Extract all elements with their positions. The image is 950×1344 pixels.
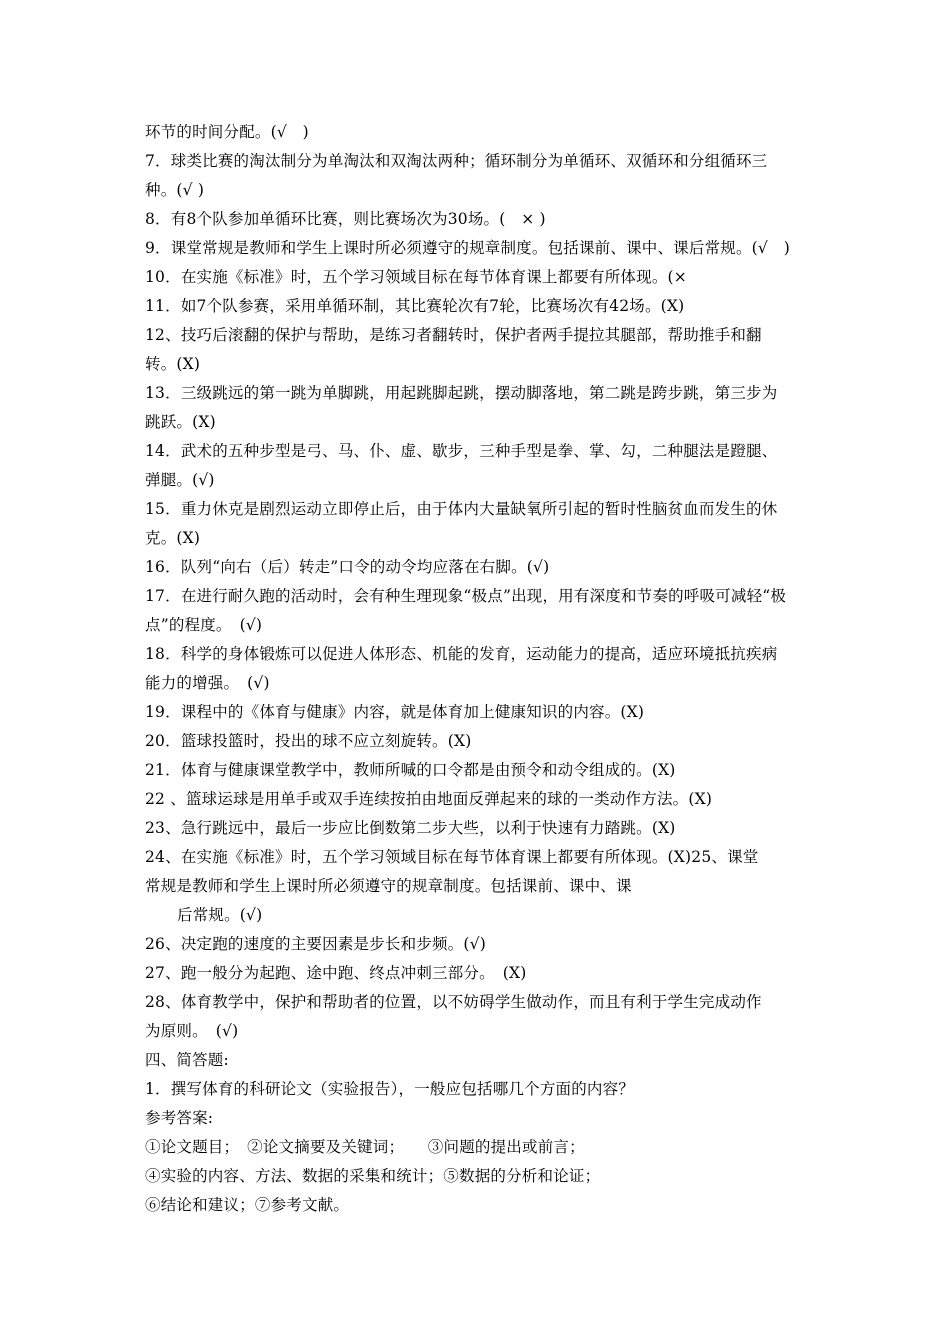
question-14-line-1: 14．武术的五种步型是弓、马、仆、虚、歇步，三种手型是拳、掌、勾，二种腿法是蹬腿、: [145, 442, 778, 460]
question-18-line-1: 18．科学的身体锻炼可以促进人体形态、机能的发育，运动能力的提高，适应环境抵抗疾病: [145, 645, 778, 663]
question-28-line-2: 为原则。 (√): [145, 1022, 239, 1040]
short-answer-question-1: 1．撰写体育的科研论文（实验报告），一般应包括哪几个方面的内容？: [145, 1080, 635, 1098]
section-heading: 四、简答题:: [145, 1051, 229, 1069]
question-13-line-1: 13．三级跳远的第一跳为单脚跳，用起跳脚起跳，摆动脚落地，第二跳是跨步跳，第三步为: [145, 384, 778, 402]
question-12-line-1: 12、技巧后滚翻的保护与帮助，是练习者翻转时，保护者两手提拉其腿部，帮助推手和翻: [145, 326, 762, 344]
question-28-line-1: 28、体育教学中，保护和帮助者的位置，以不妨碍学生做动作，而且有利于学生完成动作: [145, 993, 762, 1011]
question-22: 22 、篮球运球是用单手或双手连续按拍由地面反弹起来的球的一类动作方法。(X): [145, 790, 713, 808]
document-body: [145, 118, 817, 1220]
question-11: 11．如7个队参赛，采用单循环制，其比赛轮次有7轮，比赛场次有42场。(X): [145, 297, 685, 315]
question-12-line-2: 转。(X): [145, 355, 201, 373]
question-20: 20．篮球投篮时，投出的球不应立刻旋转。(X): [145, 732, 472, 750]
question-14-line-2: 弹腿。(√): [145, 471, 215, 489]
question-15-line-2: 克。(X): [145, 529, 201, 547]
question-7-line-1: 7．球类比赛的淘汰制分为单淘汰和双淘汰两种；循环制分为单循环、双循环和分组循环三: [145, 152, 768, 170]
question-21: 21．体育与健康课堂教学中，教师所喊的口令都是由预令和动令组成的。(X): [145, 761, 676, 779]
answer-line-3: ⑥结论和建议；⑦参考文献。: [145, 1196, 350, 1214]
question-18-line-2: 能力的增强。 (√): [145, 674, 270, 692]
question-17-line-2: 点”的程度。 (√): [145, 616, 263, 634]
question-13-line-2: 跳跃。(X): [145, 413, 216, 431]
question-19: 19．课程中的《体育与健康》内容，就是体育加上健康知识的内容。(X): [145, 703, 645, 721]
text-line: 环节的时间分配。(√ ): [145, 123, 309, 141]
reference-answer-label: 参考答案:: [145, 1109, 214, 1127]
question-26: 26、决定跑的速度的主要因素是步长和步频。(√): [145, 935, 486, 953]
question-24-line-1: 24、在实施《标准》时，五个学习领域目标在每节体育课上都要有所体现。(X)25、课堂: [145, 848, 759, 866]
question-8: 8．有8个队参加单循环比赛，则比赛场次为30场。( × ): [145, 210, 546, 228]
question-9: 9．课堂常规是教师和学生上课时所必须遵守的规章制度。包括课前、课中、课后常规。(√ ): [145, 239, 790, 257]
answer-line-1: ①论文题目； ②论文摘要及关键词； ③问题的提出或前言；: [145, 1138, 585, 1156]
question-15-line-1: 15．重力休克是剧烈运动立即停止后，由于体内大量缺氧所引起的暂时性脑贫血而发生的休: [145, 500, 778, 518]
question-25-line-2: 后常规。(√): [177, 906, 263, 924]
answer-line-2: ④实验的内容、方法、数据的采集和统计；⑤数据的分析和论证；: [145, 1167, 601, 1185]
question-25-line-1: 常规是教师和学生上课时所必须遵守的规章制度。包括课前、课中、课: [145, 877, 632, 895]
question-27: 27、跑一般分为起跑、途中跑、终点冲刺三部分。 (X): [145, 964, 527, 982]
question-17-line-1: 17．在进行耐久跑的活动时，会有种生理现象“极点”出现，用有深度和节奏的呼吸可减轻“极: [145, 587, 787, 605]
question-16: 16．队列“向右（后）转走”口令的动令均应落在右脚。(√): [145, 558, 550, 576]
question-7-line-2: 种。(√ ): [145, 181, 205, 199]
question-23: 23、急行跳远中，最后一步应比倒数第二步大些，以利于快速有力踏跳。(X): [145, 819, 676, 837]
question-10: 10．在实施《标准》时，五个学习领域目标在每节体育课上都要有所体现。(×: [145, 268, 687, 286]
